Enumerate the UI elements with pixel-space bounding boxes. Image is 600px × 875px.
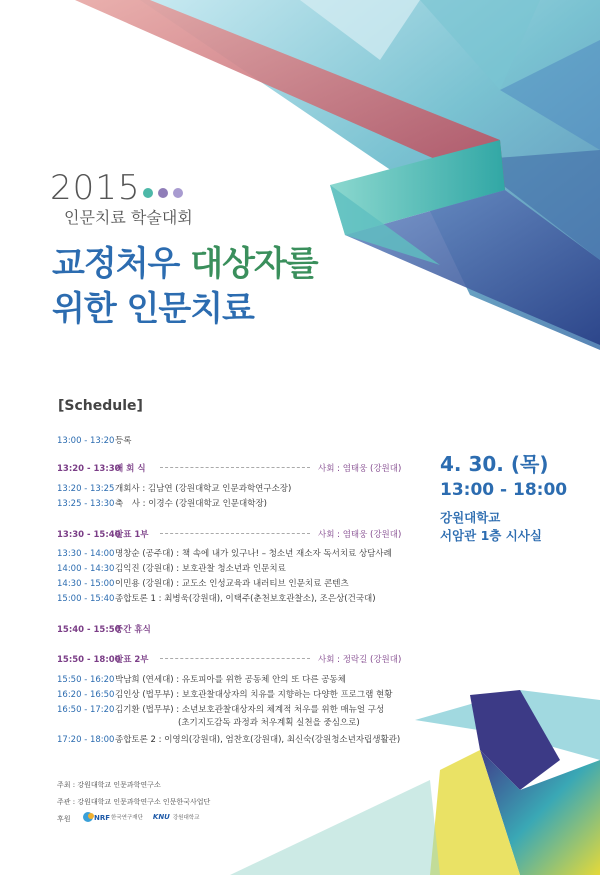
nrf-name: 한국연구재단 — [111, 815, 143, 821]
row-text: 김인상 (법무부) : 보호관찰대상자의 치유를 지향하는 다양한 프로그램 현황 — [115, 690, 393, 700]
dot-purple — [158, 188, 168, 198]
row-time: 17:20 - 18:00 — [57, 735, 115, 745]
schedule-row — [57, 547, 392, 559]
title-part-a: 교정처우 — [52, 244, 180, 284]
row-time: 14:30 - 15:00 — [57, 579, 115, 589]
schedule-row — [57, 482, 291, 494]
schedule-row-break — [57, 623, 151, 635]
session-moderator: 사회 : 염태웅 (강원대) — [318, 530, 402, 540]
row-time: 13:00 - 13:20 — [57, 436, 115, 446]
schedule-row — [57, 562, 286, 574]
event-year: 2015 — [50, 168, 141, 208]
session-time: 13:20 - 13:30 — [57, 464, 121, 474]
row-text: 박남희 (연세대) : 유토피아를 위한 공동체 안의 또 다른 공동체 — [115, 675, 346, 685]
session-1 — [57, 528, 149, 540]
title-line-1 — [52, 236, 318, 285]
row-text: 종합토론 1 : 최병욱(강원대), 이택주(춘천보호관찰소), 조은상(건국대) — [115, 594, 376, 604]
dashed-divider — [160, 467, 310, 468]
footer-sponsor-label: 후원 — [57, 815, 71, 823]
schedule-row — [57, 577, 349, 589]
schedule-row — [57, 688, 392, 700]
row-time: 15:50 - 16:20 — [57, 675, 115, 685]
sponsor-logos — [82, 810, 199, 824]
schedule-row — [57, 733, 400, 745]
knu-logo — [153, 813, 200, 821]
session-moderator: 사회 : 염태웅 (강원대) — [318, 464, 402, 474]
nrf-emblem-icon — [82, 810, 111, 824]
dot-lavender — [173, 188, 183, 198]
nrf-logo-text: NRF — [94, 814, 111, 822]
dashed-divider — [160, 533, 310, 534]
row-time: 16:50 - 17:20 — [57, 705, 115, 715]
row-time: 13:20 - 13:25 — [57, 484, 115, 494]
row-text: 축 사 : 이경수 (강원대학교 인문대학장) — [115, 499, 267, 509]
title-line-2: 위한 인문치료 — [52, 289, 254, 329]
schedule-row — [57, 673, 346, 685]
row-label: 등록 — [115, 436, 132, 446]
knu-name: 강원대학교 — [172, 815, 200, 821]
session-time: 15:50 - 18:00 — [57, 655, 121, 665]
session-label: 발표 2부 — [115, 655, 149, 665]
knu-logo-text: KNU — [152, 813, 170, 821]
venue-line-1: 강원대학교 — [440, 510, 501, 525]
title-part-b: 대상자를 — [190, 244, 318, 284]
schedule-row — [57, 497, 267, 509]
session-label: 발표 1부 — [115, 530, 149, 540]
row-time: 13:30 - 14:00 — [57, 549, 115, 559]
session-opening — [57, 462, 146, 474]
venue-line-2: 서암관 1층 시사실 — [440, 528, 542, 543]
schedule-header: [Schedule] — [58, 398, 143, 414]
row-time: 13:25 - 13:30 — [57, 499, 115, 509]
row-label: 중간 휴식 — [115, 625, 151, 635]
row-time: 15:40 - 15:50 — [57, 625, 121, 635]
dot-teal — [143, 188, 153, 198]
row-text: 김기환 (법무부) : 소년보호관찰대상자의 체계적 처우를 위한 매뉴얼 구성 — [115, 705, 385, 715]
nrf-logo — [82, 810, 143, 824]
event-hours: 13:00 - 18:00 — [440, 480, 568, 500]
event-datetime — [440, 448, 567, 500]
event-date: 4. 30. (목) — [440, 452, 549, 476]
decorative-dots — [143, 188, 183, 198]
event-subtitle: 인문치료 학술대회 — [64, 208, 193, 227]
schedule-row-registration — [57, 434, 131, 446]
row-text: 종합토론 2 : 이영의(강원대), 엄찬호(강원대), 최신숙(강원청소년자립생활관) — [115, 735, 401, 745]
session-time: 13:30 - 15:40 — [57, 530, 121, 540]
row-text: 개회사 : 김남연 (강원대학교 인문과학연구소장) — [115, 484, 292, 494]
schedule-row — [57, 703, 384, 715]
session-2 — [57, 653, 149, 665]
row-text: (초기지도감독 과정과 처우계획 실천을 중심으로) — [178, 718, 360, 728]
footer-host: 주최 : 강원대학교 인문과학연구소 — [57, 781, 161, 789]
schedule-row — [57, 592, 376, 604]
row-text: 이민용 (강원대) : 교도소 인성교육과 내러티브 인문치료 콘텐츠 — [115, 579, 349, 589]
footer-organizer: 주관 : 강원대학교 인문과학연구소 인문한국사업단 — [57, 798, 211, 806]
row-time: 14:00 - 14:30 — [57, 564, 115, 574]
row-time: 16:20 - 16:50 — [57, 690, 115, 700]
row-time: 15:00 - 15:40 — [57, 594, 115, 604]
row-text: 명창순 (공주대) : 책 속에 내가 있구나! – 청소년 재소자 독서치료 상담사례 — [115, 549, 392, 559]
row-text: 김익진 (강원대) : 보호관찰 청소년과 인문치료 — [115, 564, 286, 574]
dashed-divider — [160, 658, 310, 659]
session-label: 개 회 식 — [115, 464, 146, 474]
session-moderator: 사회 : 정락길 (강원대) — [318, 655, 402, 665]
schedule-row-continuation — [178, 716, 360, 728]
